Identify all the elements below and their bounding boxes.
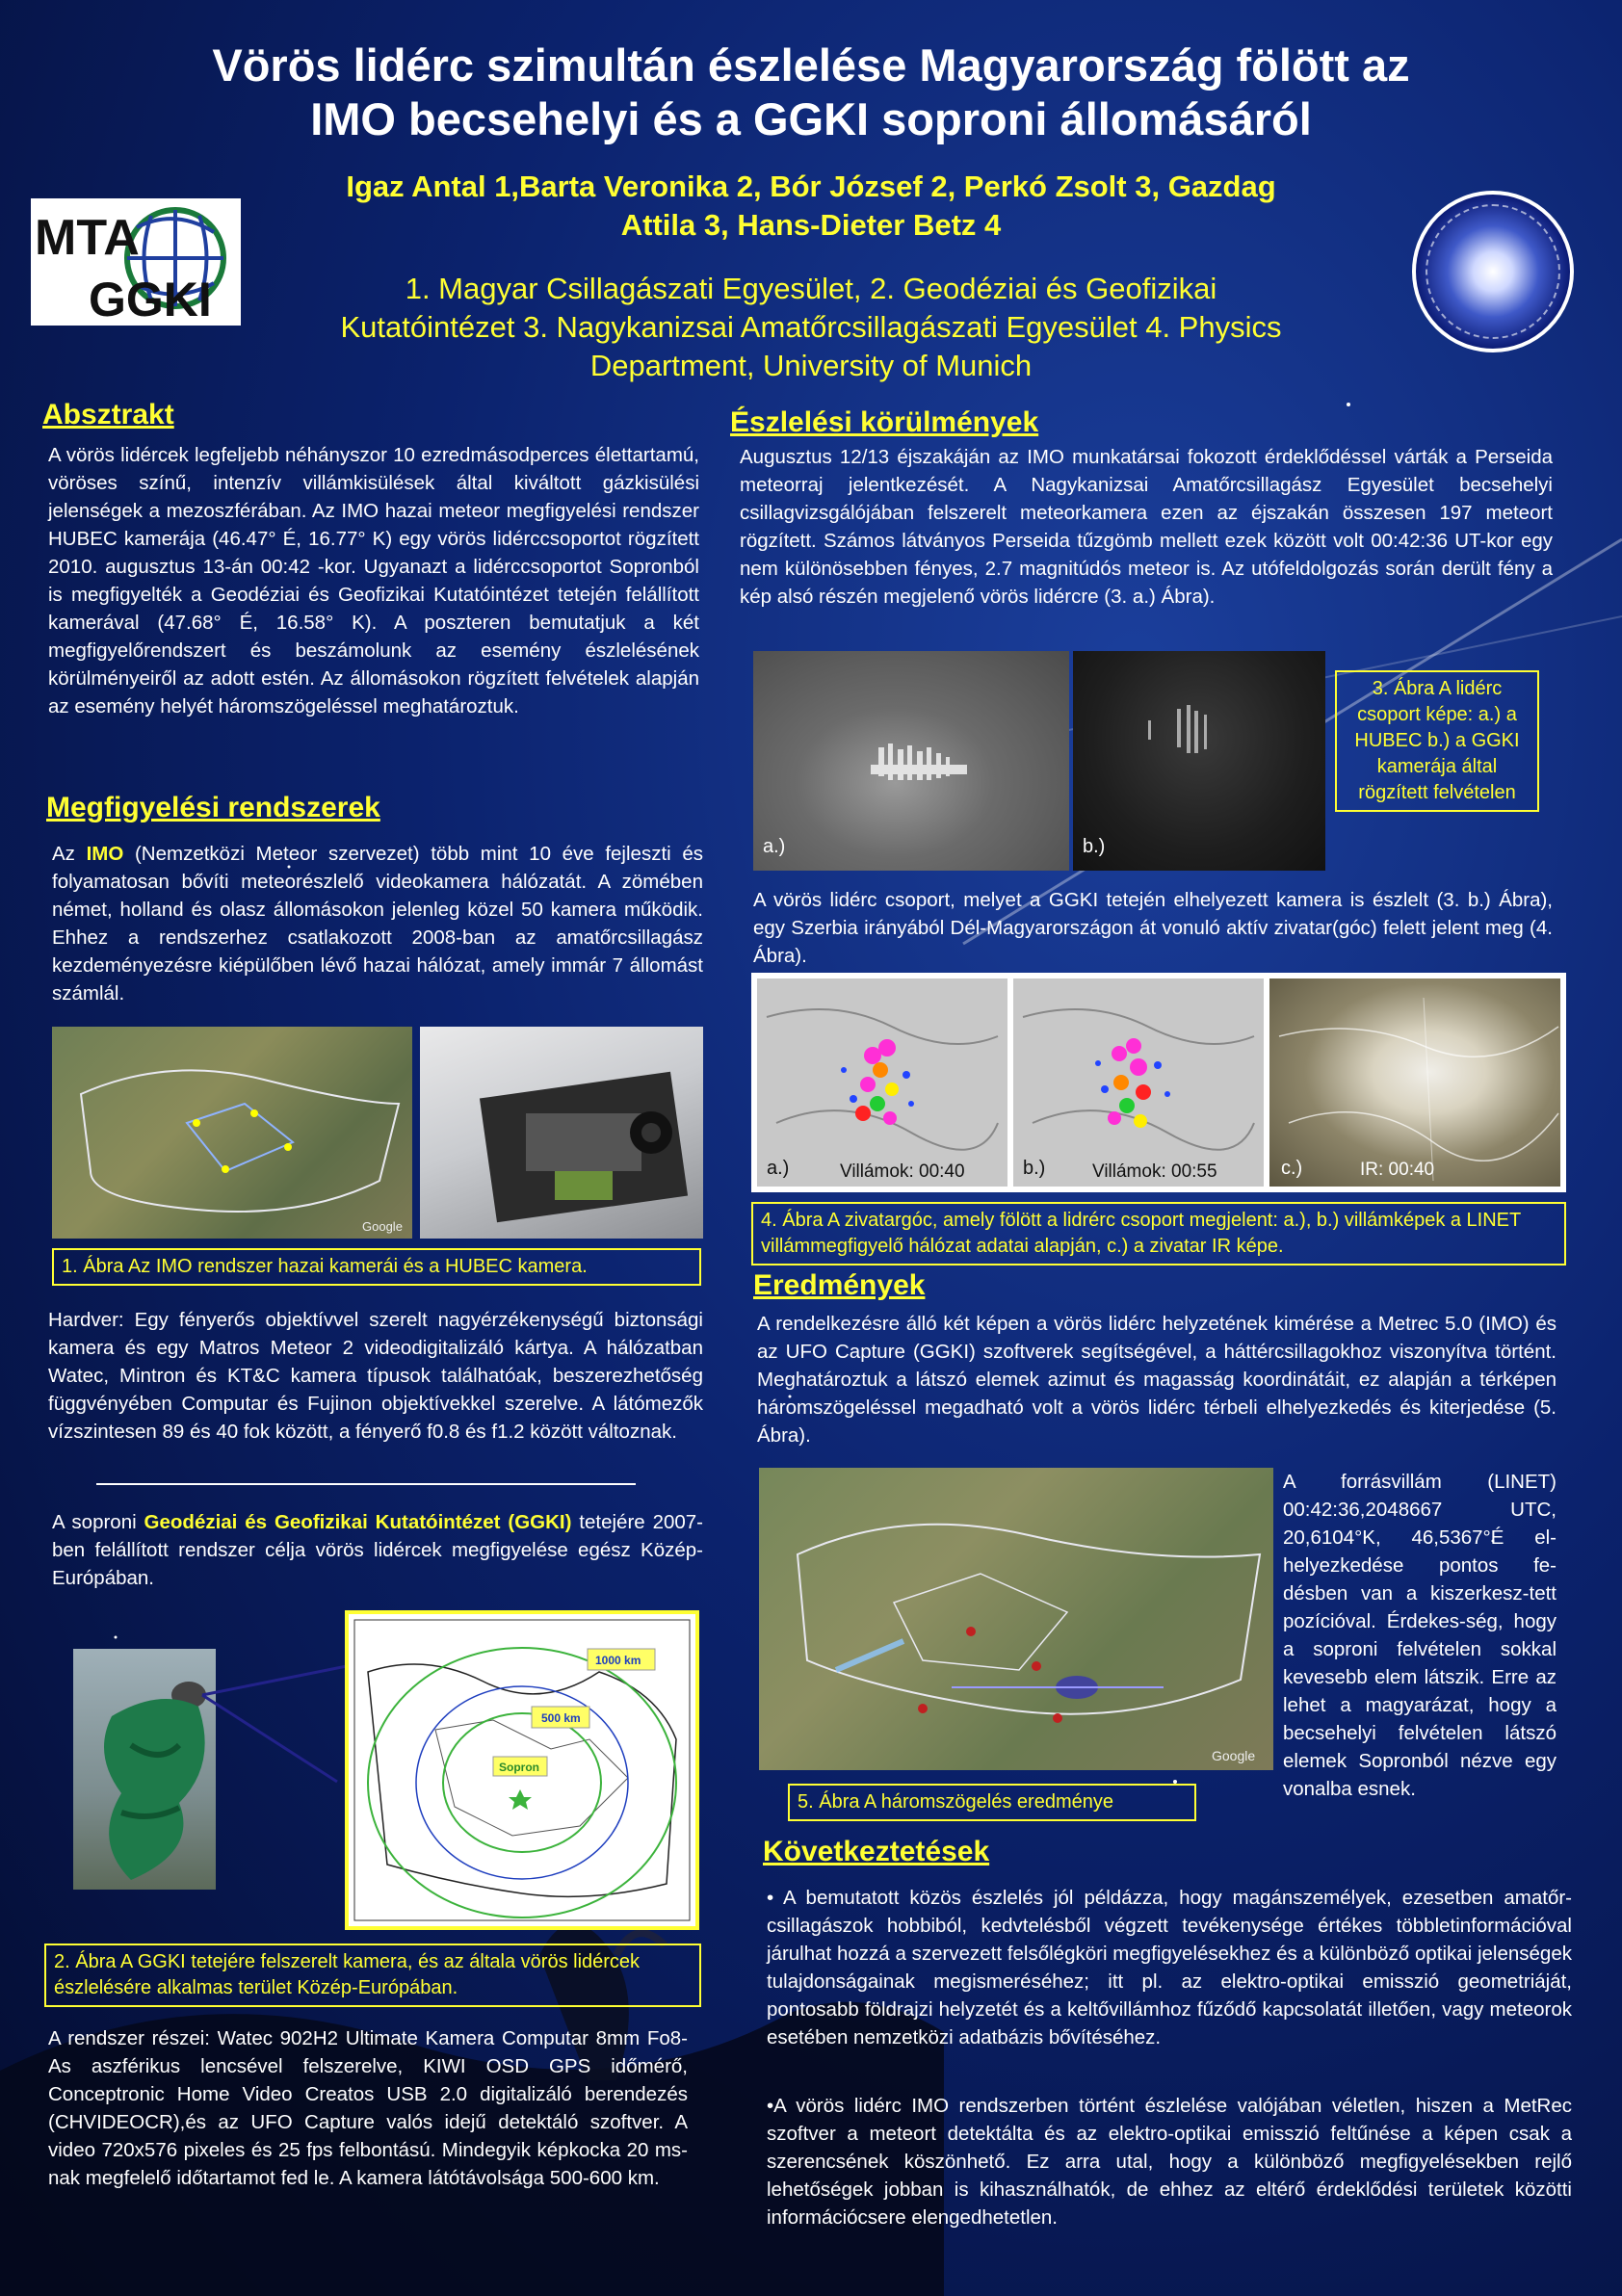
hubec-sprite-image bbox=[753, 651, 1069, 871]
systems-paragraph-1 bbox=[52, 840, 703, 1007]
imo-map-overlay bbox=[52, 1027, 412, 1239]
lightning-map-0055-drawing bbox=[1013, 978, 1264, 1187]
figure-4-time-a: Villámok: 00:40 bbox=[840, 1161, 965, 1182]
figure-4-time-b: Villámok: 00:55 bbox=[1092, 1161, 1217, 1182]
logo-mta-text: MTA bbox=[35, 210, 140, 266]
google-watermark-1: Google bbox=[362, 1219, 403, 1234]
triangulation-map-image bbox=[759, 1468, 1273, 1770]
mcse-logo bbox=[1412, 191, 1574, 352]
figure-4-label-a: a.) bbox=[767, 1158, 790, 1179]
authors-line-1: Igaz Antal 1,Barta Veronika 2, Bór József 2, Perkó Zsolt 3, Gazdag bbox=[346, 170, 1276, 203]
separator-line bbox=[96, 1483, 636, 1485]
title-line-1: Vörös lidérc szimultán észlelése Magyarország fölött az bbox=[212, 39, 1410, 91]
results-side-text: A forrásvillám (LINET) 00:42:36,2048667 UTC, 20,6104°K, 46,5367°É el-helyezkedése pontos fe-désben van a kiszerkesz-tett pozícióval. Érdekes-ség, hogy a soproni felvételen sokkal kevesebb elem látszik. Erre az lehet a magyarázat, hogy a becsehelyi felvételen látszó elemek Sopronból nézve egy vonalba esnek. bbox=[1283, 1471, 1557, 1800]
figure-4-label-c: c.) bbox=[1281, 1158, 1303, 1179]
conclusions-paragraph-1: • A bemutatott közös észlelés jól példázza, hogy magánszemélyek, ezesetben amatőr-csillagászok hobbiból, kedvtelésből végzett tevékenysége értékes többletinformációval járulhat hozzá a szervezett felsőlégköri megfigyelésekhez és a különböző optikai jelenségek tulajdonságainak megismeréséhez; itt pl. az elektro-optikai emisszió geometriáját, pontosabb földrajzi helyzetét és a keltővillámhoz fűződő kapcsolatát illetően, vagy meteorok esetében nemzetközi adatbázis bővítéséhez. bbox=[767, 1887, 1572, 2048]
figure-5-caption: 5. Ábra A háromszögelés eredménye bbox=[788, 1784, 1196, 1821]
hubec-camera-drawing bbox=[420, 1027, 703, 1239]
affiliations bbox=[231, 270, 1391, 385]
hubec-sprite-drawing bbox=[753, 651, 1069, 871]
lightning-map-0040 bbox=[757, 978, 1007, 1187]
ggki-sprite-drawing bbox=[1073, 651, 1325, 871]
figure-1-caption: 1. Ábra Az IMO rendszer hazai kamerái és a HUBEC kamera. bbox=[52, 1248, 701, 1286]
mta-ggki-logo-graphic bbox=[31, 198, 241, 326]
mta-ggki-logo bbox=[31, 198, 241, 326]
results-heading: Eredmények bbox=[753, 1269, 926, 1301]
systems-p2-pre: A soproni bbox=[52, 1511, 144, 1533]
imo-highlight: IMO bbox=[86, 843, 124, 865]
abstract-heading: Absztrakt bbox=[42, 399, 174, 430]
mcse-logo-ring bbox=[1426, 204, 1560, 339]
circumstances-text-2: A vörös lidérc csoport, melyet a GGKI tetején elhelyezett kamera is észlelt (3. b.) Ábra), egy Szerbia irányából Dél-Magyarországon át vonuló aktív zivatar(góc) felett jelent meg (4. Ábra). bbox=[753, 889, 1553, 967]
hubec-camera-photo bbox=[420, 1027, 703, 1239]
ir-satellite-drawing bbox=[1269, 978, 1560, 1187]
results-text: A rendelkezésre álló két képen a vörös lidérc helyzetének kimérése a Metrec 5.0 (IMO) és az UFO Capture (GGKI) szoftverek segítségével, a háttércsillagokhoz viszonyítva történt. Meghatároztuk a látszó elemek azimut és magasság koordinátáit, ez alapján a térképen háromszögeléssel megadható volt a vörös lidérc térbeli elhelyezkedés és kiterjedése (5. Ábra). bbox=[757, 1313, 1557, 1447]
figure-4-label-b: b.) bbox=[1023, 1158, 1046, 1179]
affiliations-line-3: Department, University of Munich bbox=[589, 349, 1033, 382]
map-label-1000km: 1000 km bbox=[595, 1654, 641, 1667]
map-label-500km: 500 km bbox=[541, 1711, 581, 1725]
logo-ggki-text: GGKI bbox=[89, 273, 212, 326]
figure-2-pointers bbox=[193, 1637, 356, 1791]
figure-4-caption: 4. Ábra A zivatargóc, amely fölött a lidrérc csoport megjelent: a.), b.) villámképek a LINET villámmegfigyelő hálózat adatai alapján, c.) a zivatar IR képe. bbox=[751, 1202, 1566, 1265]
ggki-highlight: Geodéziai és Geofizikai Kutatóintézet (GGKI) bbox=[144, 1511, 572, 1533]
circumstances-text: Augusztus 12/13 éjszakáján az IMO munkatársai fokozott érdeklődéssel várták a Perseida meteorraj jelentkezését. A Nagykanizsai Amatőrcsillagász Egyesület becsehelyi csillagvizsgálójában felszerelt meteorkamera ezen az éjszakán összesen 197 meteort rögzített. Számos látványos Perseida tűzgömb mellett ezek között volt 00:42:36 UT-kor egy nem különösebben fényes, 2.7 magnitúdós meteor is. Az utófeldolgozás során derült fény a kép alsó részén megjelenő vörös lidércre (3. a.) Ábra). bbox=[740, 446, 1553, 608]
systems-heading: Megfigyelési rendszerek bbox=[46, 792, 380, 823]
hardware-text: Hardver: Egy fényerős objektívvel szerelt nagyérzékenységű biztonsági kamera és egy Matros Meteor 2 videodigitalizáló kártya. A hálózatban Watec, Mintron és KT&C kamera típusok találhatóak, beszerezhetőség függvényében Computar és Fujinon objektívekkel szerelve. A látómezők vízszintesen 89 és 40 fok között, a fényerő f0.8 és f1.2 között változnak. bbox=[48, 1309, 703, 1443]
authors bbox=[231, 168, 1391, 245]
imo-camera-map-image bbox=[52, 1027, 412, 1239]
lightning-map-0055 bbox=[1013, 978, 1264, 1187]
systems-paragraph-2 bbox=[52, 1508, 703, 1592]
poster-title bbox=[58, 39, 1564, 146]
affiliations-line-1: 1. Magyar Csillagászati Egyesület, 2. Geodéziai és Geofizikai bbox=[405, 272, 1217, 305]
title-line-2: IMO becsehelyi és a GGKI soproni állomásáról bbox=[310, 93, 1312, 144]
coverage-map-drawing bbox=[349, 1614, 695, 1926]
ggki-sprite-image bbox=[1073, 651, 1325, 871]
affiliations-line-2: Kutatóintézet 3. Nagykanizsai Amatőrcsillagászati Egyesület 4. Physics bbox=[340, 310, 1282, 344]
conclusions-heading: Következtetések bbox=[763, 1836, 990, 1867]
central-europe-coverage-map bbox=[345, 1610, 699, 1930]
system-parts-text: A rendszer részei: Watec 902H2 Ultimate Kamera Computar 8mm Fo8-As aszférikus lencsével felszerelve, KIWI OSD GPS időmérő, Conceptronic Home Video Creatos USB 2.0 digitalizáló berendezés (CHVIDEOCR),és az UFO Capture valós idejű detektáló szoftver. A video 720x576 pixeles és 25 fps felbontású. Mindegyik képkocka 20 ms-nak megfelelő időtartamot fed le. A kamera látótávolsága 500-600 km. bbox=[48, 2027, 688, 2189]
figure-3-label-b: b.) bbox=[1083, 836, 1106, 857]
conclusions-paragraph-2: •A vörös lidérc IMO rendszerben történt észlelése valójában véletlen, hiszen a MetRec szoftver a meteort detektálta és az elektro-optikai emisszió feltűnése a képen csak a szerencsének köszönhető. Ez arra utal, hogy a különböző megfigyelésekben rejlő lehetőségek jobban is kihasználhatók, de ehhez az eltérő érdeklődési területek közötti információcsere elengedhetetlen. bbox=[767, 2095, 1572, 2229]
systems-p2-post: tetejére 2007-ben felállított rendszer célja vörös lidércek megfigyelése egész Közép-Európában. bbox=[52, 1511, 703, 1589]
lightning-map-0040-drawing bbox=[757, 978, 1007, 1187]
google-watermark-2: Google bbox=[1212, 1748, 1256, 1763]
map-label-sopron: Sopron bbox=[499, 1761, 539, 1774]
figure-4-time-c: IR: 00:40 bbox=[1360, 1160, 1435, 1180]
systems-p1-post: (Nemzetközi Meteor szervezet) több mint 10 éve fejleszti és folyamatosan bővíti meteorészlelő videokamera hálózatát. A zömében német, holland és olasz állomásokon jelenleg közel 50 kamera működik. Ehhez a rendszerhez csatlakozott 2008-ban az amatőrcsillagász kezdeményezésre kiépülőben lévő hazai hálózat, amely immár 7 állomást számlál. bbox=[52, 843, 704, 1004]
figure-3-label-a: a.) bbox=[763, 836, 786, 857]
authors-line-2: Attila 3, Hans-Dieter Betz 4 bbox=[620, 208, 1002, 242]
figure-4-panel bbox=[751, 973, 1566, 1192]
triangulation-map-drawing bbox=[759, 1468, 1273, 1770]
ir-satellite-image bbox=[1269, 978, 1560, 1187]
circumstances-heading: Észlelési körülmények bbox=[730, 406, 1039, 438]
figure-3-caption: 3. Ábra A lidérc csoport képe: a.) a HUBEC b.) a GGKI kamerája által rögzített felvételen bbox=[1335, 670, 1539, 812]
figure-2-caption: 2. Ábra A GGKI tetejére felszerelt kamera, és az általa vörös lidércek észlelésére alkalmas terület Közép-Európában. bbox=[44, 1944, 701, 2007]
systems-p1-pre: Az bbox=[52, 843, 87, 865]
abstract-text: A vörös lidércek legfeljebb néhányszor 10 ezredmásodperces élettartamú, vöröses színű, intenzív villámkisülések által kiváltott gázkisülési jelenségek a mezoszférában. Az IMO hazai meteor megfigyelési rendszer HUBEC kamerája (46.47° É, 16.77° K) egy vörös lidérccsoportot rögzített 2010. augusztus 13-án 00:42 -kor. Ugyanazt a lidérccsoportot Sopronból is megfigyelték a Geodéziai és Geofizikai Kutatóintézet tetején felállított kamerával (47.68° É, 16.58° K). A poszteren bemutatjuk a két megfigyelőrendszert és beszámolunk az esemény észlelésének körülményeiről az adott estén. Az állomásokon rögzített felvételek alapján az esemény helyét háromszögeléssel meghatároztuk. bbox=[48, 444, 699, 718]
